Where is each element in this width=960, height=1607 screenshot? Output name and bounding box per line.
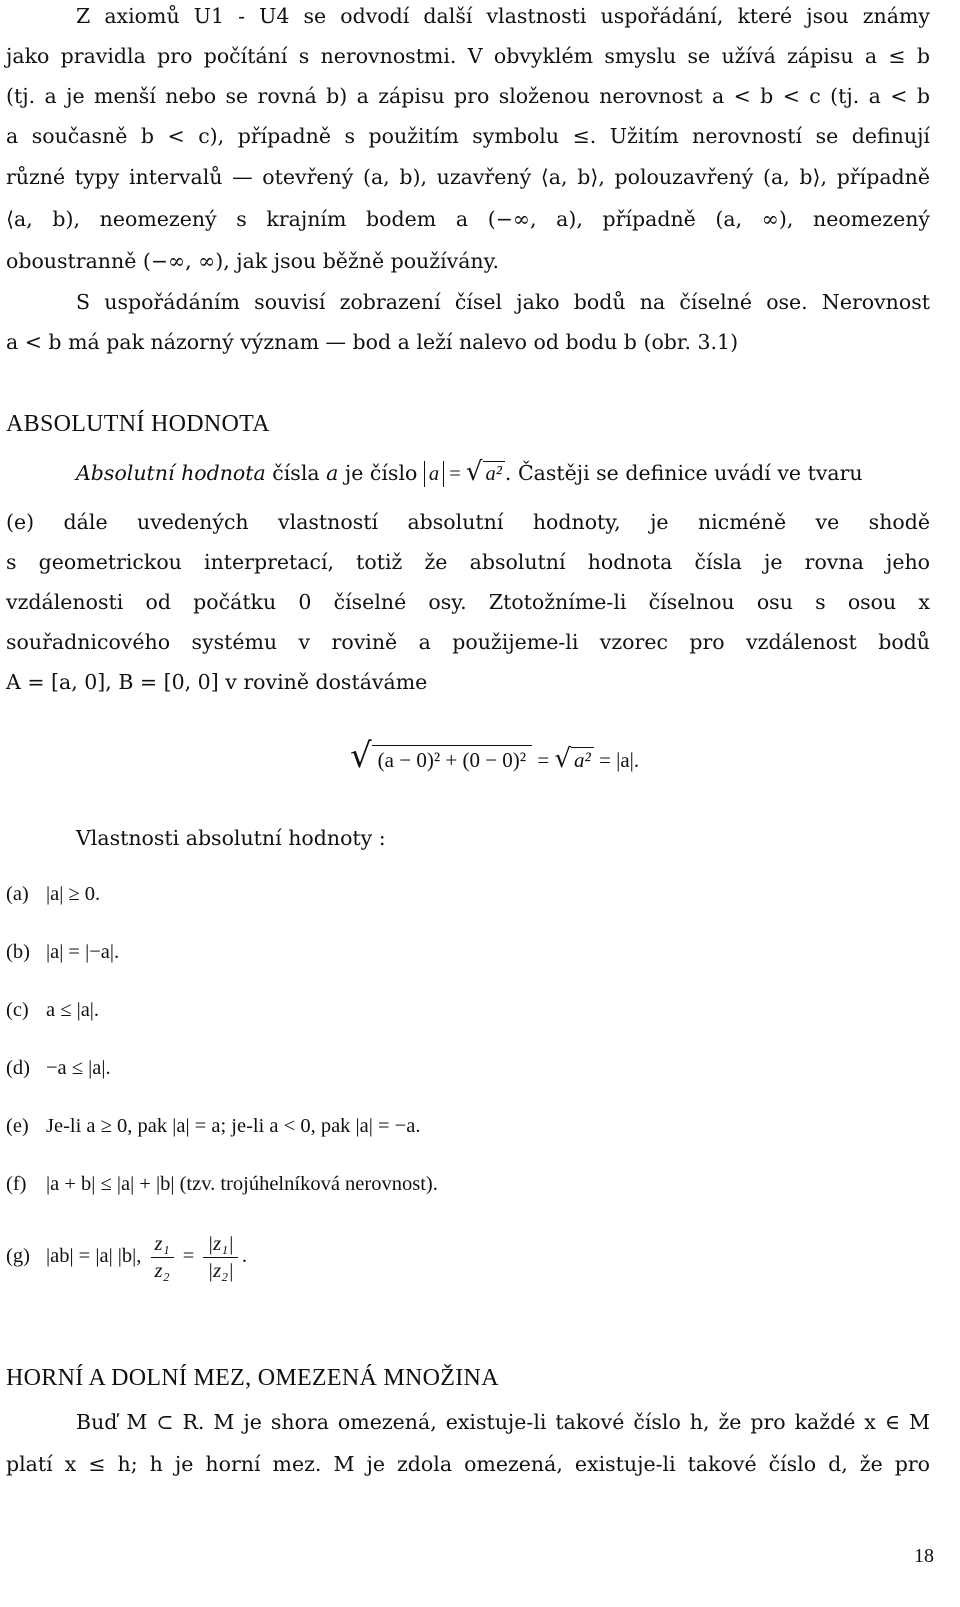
paragraph-line: platí x ≤ h; h je horní mez. M je zdola omezená, existuje-li takové číslo d, že pro — [6, 1452, 930, 1476]
property-item: (d) −a ≤ |a|. — [6, 1057, 111, 1079]
paragraph-line: různé typy intervalů — otevřený (a, b), uzavřený ⟨a, b⟩, polouzavřený (a, b⟩, případně — [6, 165, 930, 189]
paragraph-line: jako pravidla pro počítání s nerovnostmi. V obvyklém smyslu se užívá zápisu a ≤ b — [6, 44, 930, 68]
fraction: $\frac{\text{|z₁|}}{\text{|z₂|}}$ — [203, 1231, 237, 1284]
term: Absolutní hodnota — [76, 461, 266, 485]
paragraph-line: a < b má pak názorný význam — bod a leží nalevo od bodu b (obr. 3.1) — [6, 330, 739, 354]
section-heading: HORNÍ A DOLNÍ MEZ, OMEZENÁ MNOŽINA — [6, 1365, 499, 1391]
property-item: (c) a ≤ |a|. — [6, 999, 100, 1021]
paragraph-line: vzdálenosti od počátku 0 číselné osy. Ztotožníme-li číselnou osu s osou x — [6, 590, 930, 614]
property-item: (f) |a + b| ≤ |a| + |b| (tzv. trojúhelníková nerovnost). — [6, 1173, 438, 1195]
paragraph-line: ⟨a, b), neomezený s krajním bodem a (−∞, a), případně (a, ∞), neomezený — [6, 207, 930, 231]
property-item: (e) Je-li a ≥ 0, pak |a| = a; je-li a < 0, pak |a| = −a. — [6, 1115, 421, 1137]
paragraph-line: Z axiomů U1 - U4 se odvodí další vlastnosti uspořádání, které jsou známy — [76, 4, 930, 28]
definition-line: Absolutní hodnota čísla a je číslo a = √ a² . Častěji se definice uvádí ve tvaru — [76, 457, 863, 487]
paragraph-line: Buď M ⊂ R. M je shora omezená, existuje-li takové číslo h, že pro každé x ∈ M — [76, 1410, 930, 1434]
property-item: (g) |ab| = |a| |b|, $\frac{\text{z₁}}{\text{z₂}}$ = $\frac{\text{|z₁|}}{\text{|z₂|}}$ . — [6, 1232, 247, 1282]
paragraph-line: S uspořádáním souvisí zobrazení čísel jako bodů na číselné ose. Nerovnost — [76, 290, 930, 314]
paragraph-line: souřadnicového systému v rovině a použijeme-li vzorec pro vzdálenost bodů — [6, 630, 930, 654]
distance-equation: √ (a − 0)² + (0 − 0)² = √ a² = |a|. — [350, 736, 640, 776]
abs-definition-formula: a = √ a² — [424, 463, 505, 485]
paragraph-line: a současně b < c), případně s použitím symbolu ≤. Užitím nerovností se definují — [6, 124, 930, 148]
property-item: (b) |a| = |−a|. — [6, 941, 120, 963]
paragraph-line: (tj. a je menší nebo se rovná b) a zápisu pro složenou nerovnost a < b < c (tj. a < b — [6, 84, 930, 108]
paragraph-line: s geometrickou interpretací, totiž že absolutní hodnota čísla je rovna jeho — [6, 550, 930, 574]
section-heading: ABSOLUTNÍ HODNOTA — [6, 411, 270, 437]
property-item: (a) |a| ≥ 0. — [6, 883, 101, 905]
properties-title: Vlastnosti absolutní hodnoty : — [76, 826, 386, 850]
fraction: $\frac{\text{z₁}}{\text{z₂}}$ — [151, 1231, 174, 1284]
page-number: 18 — [914, 1545, 934, 1567]
paragraph-line: oboustranně (−∞, ∞), jak jsou běžně používány. — [6, 249, 500, 273]
paragraph-line: (e) dále uvedených vlastností absolutní hodnoty, je nicméně ve shodě — [6, 510, 930, 534]
paragraph-line: A = [a, 0], B = [0, 0] v rovině dostáváme — [6, 670, 428, 694]
